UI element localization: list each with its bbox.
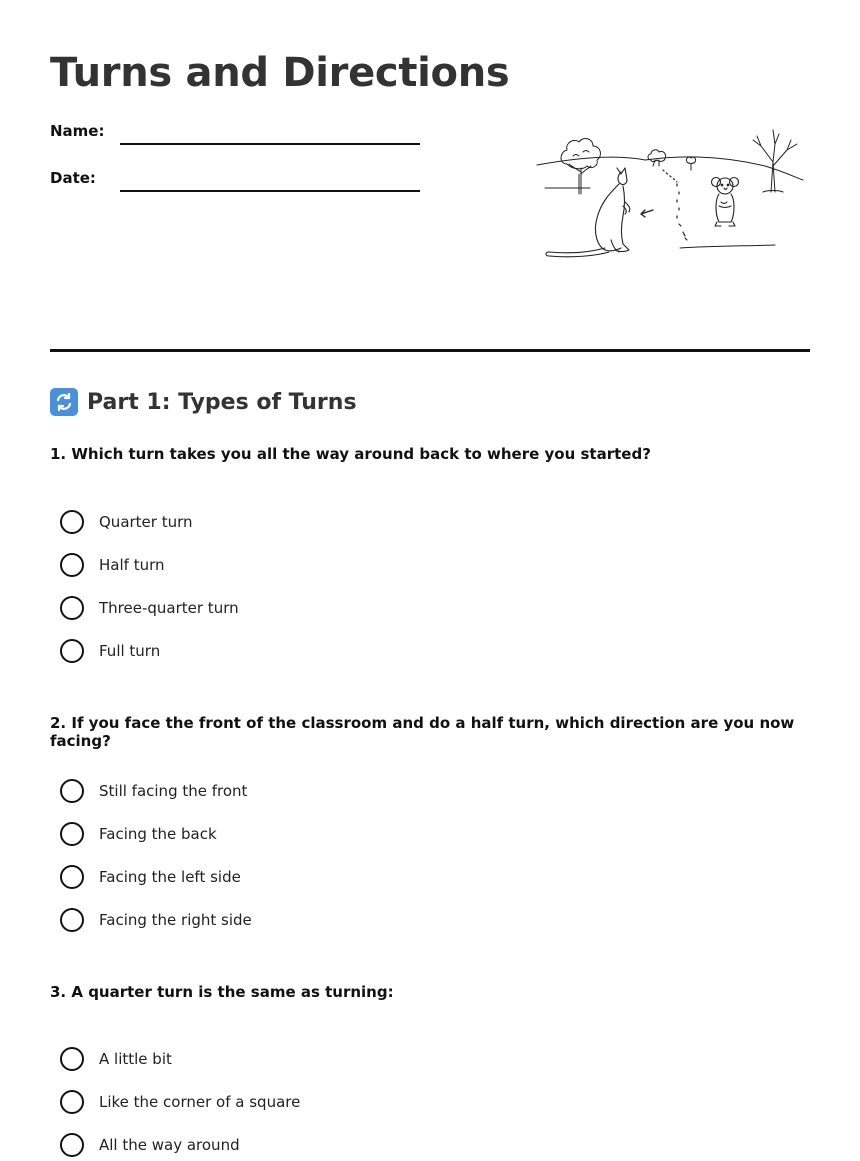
question-1-option-4[interactable] <box>60 638 160 664</box>
radio-button[interactable] <box>60 1133 84 1157</box>
option-label: Facing the left side <box>99 868 241 886</box>
radio-button[interactable] <box>60 865 84 889</box>
question-3-option-1[interactable] <box>60 1046 172 1072</box>
rotate-arrows-icon <box>50 388 78 416</box>
question-2-option-1[interactable] <box>60 778 247 804</box>
radio-button[interactable] <box>60 1047 84 1071</box>
question-1-option-1[interactable] <box>60 509 193 535</box>
radio-button[interactable] <box>60 596 84 620</box>
bare-tree-icon <box>753 130 797 192</box>
radio-button[interactable] <box>60 908 84 932</box>
question-1-option-2[interactable] <box>60 552 165 578</box>
radio-button[interactable] <box>60 822 84 846</box>
radio-button[interactable] <box>60 510 84 534</box>
australian-animals-illustration <box>535 122 810 260</box>
option-label: Facing the right side <box>99 911 252 929</box>
option-label: Three-quarter turn <box>99 599 239 617</box>
date-label: Date: <box>50 169 96 187</box>
option-label: Full turn <box>99 642 161 660</box>
question-2-option-3[interactable] <box>60 864 241 890</box>
question-3-text: 3. A quarter turn is the same as turning: <box>50 983 394 1001</box>
section-divider <box>50 349 810 352</box>
radio-button[interactable] <box>60 779 84 803</box>
kangaroo-icon <box>546 168 630 257</box>
question-1-option-3[interactable] <box>60 595 239 621</box>
option-label: Facing the back <box>99 825 217 843</box>
question-2-option-4[interactable] <box>60 907 252 933</box>
question-3-option-3[interactable] <box>60 1132 240 1158</box>
name-input-line[interactable] <box>120 143 420 145</box>
option-label: Quarter turn <box>99 513 193 531</box>
bush-icon <box>648 150 696 170</box>
option-label: A little bit <box>99 1050 172 1068</box>
section-title: Part 1: Types of Turns <box>87 389 357 415</box>
question-2-option-2[interactable] <box>60 821 217 847</box>
koala-icon <box>712 178 739 227</box>
question-2-text: 2. If you face the front of the classroom and do a half turn, which direction are you now facing? <box>50 714 795 750</box>
option-label: Like the corner of a square <box>99 1093 301 1111</box>
option-label: Half turn <box>99 556 165 574</box>
section-heading <box>50 388 357 416</box>
option-label: Still facing the front <box>99 782 248 800</box>
question-1-text: 1. Which turn takes you all the way around back to where you started? <box>50 445 651 463</box>
arrow-icon <box>641 210 653 217</box>
footprint-trail-icon <box>663 170 687 240</box>
question-3-option-2[interactable] <box>60 1089 300 1115</box>
tree-icon <box>561 139 600 194</box>
option-label: All the way around <box>99 1136 240 1154</box>
radio-button[interactable] <box>60 1090 84 1114</box>
radio-button[interactable] <box>60 553 84 577</box>
radio-button[interactable] <box>60 639 84 663</box>
date-input-line[interactable] <box>120 190 420 192</box>
name-label: Name: <box>50 122 105 140</box>
page-title: Turns and Directions <box>50 50 510 96</box>
